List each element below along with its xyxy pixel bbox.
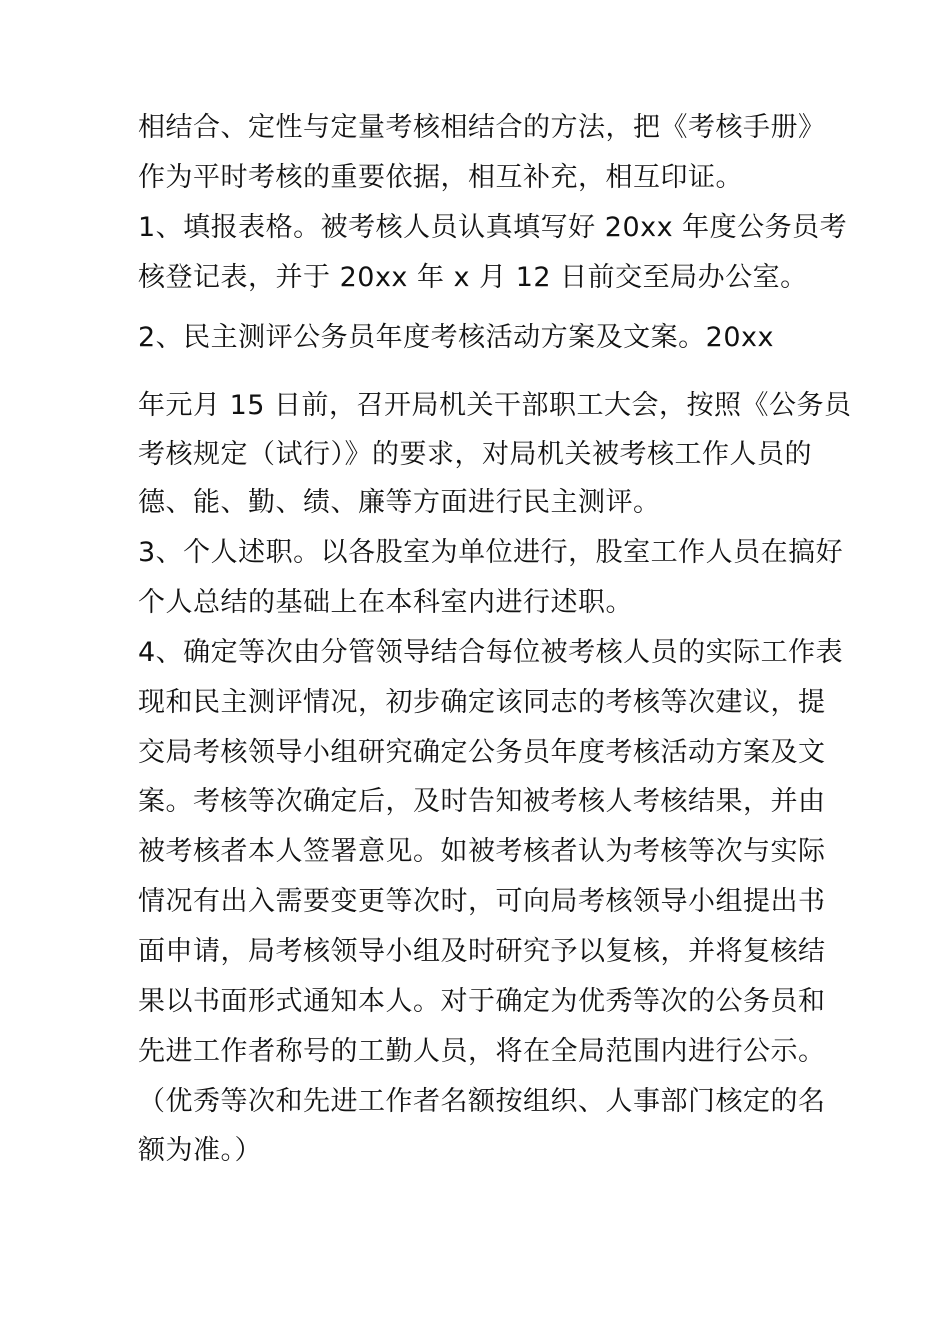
text-line: 考核规定（试行）》的要求，对局机关被考核工作人员的 [138, 439, 812, 470]
text-line: 情况有出入需要变更等次时，可向局考核领导小组提出书 [138, 886, 826, 917]
text-line: 2、民主测评公务员年度考核活动方案及文案。20xx [138, 322, 774, 353]
text-line: 个人总结的基础上在本科室内进行述职。 [138, 587, 633, 618]
text-line: 果以书面形式通知本人。对于确定为优秀等次的公务员和 [138, 986, 826, 1017]
text-line: 3、个人述职。以各股室为单位进行，股室工作人员在搞好 [138, 537, 844, 568]
text-line: 额为准。） [138, 1135, 262, 1166]
text-line: 德、能、勤、绩、廉等方面进行民主测评。 [138, 487, 661, 518]
text-line: 现和民主测评情况，初步确定该同志的考核等次建议，提 [138, 687, 826, 718]
text-line: 4、确定等次由分管领导结合每位被考核人员的实际工作表 [138, 637, 844, 668]
text-line: 案。考核等次确定后，及时告知被考核人考核结果，并由 [138, 786, 826, 817]
text-line: 先进工作者称号的工勤人员，将在全局范围内进行公示。 [138, 1036, 826, 1067]
text-line: （优秀等次和先进工作者名额按组织、人事部门核定的名 [138, 1086, 826, 1117]
text-line: 相结合、定性与定量考核相结合的方法，把《考核手册》 [138, 112, 826, 143]
text-line: 交局考核领导小组研究确定公务员年度考核活动方案及文 [138, 737, 826, 768]
text-line: 被考核者本人签署意见。如被考核者认为考核等次与实际 [138, 836, 826, 867]
text-line: 核登记表，并于 20xx 年 x 月 12 日前交至局办公室。 [138, 262, 808, 293]
text-line: 年元月 15 日前，召开局机关干部职工大会，按照《公务员 [138, 390, 852, 421]
text-line: 面申请，局考核领导小组及时研究予以复核，并将复核结 [138, 936, 826, 967]
text-line: 1、填报表格。被考核人员认真填写好 20xx 年度公务员考 [138, 212, 848, 243]
text-line: 作为平时考核的重要依据，相互补充，相互印证。 [138, 162, 743, 193]
